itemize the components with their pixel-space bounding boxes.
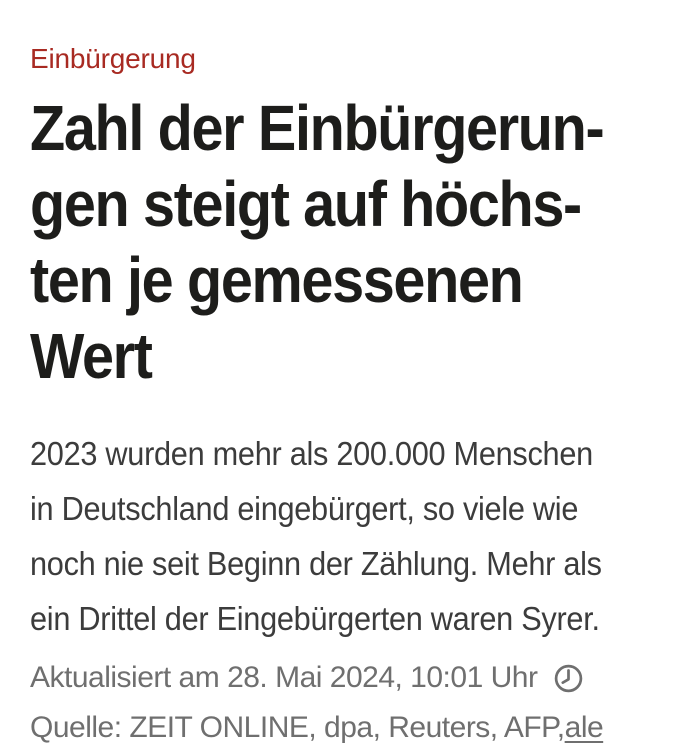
clock-icon: [553, 663, 584, 694]
headline-line: ten je gemessenen: [30, 244, 523, 316]
subtitle-line: noch nie seit Beginn der Zählung. Mehr als: [30, 545, 602, 582]
author-link[interactable]: ale: [564, 711, 604, 744]
article-meta: [30, 658, 672, 748]
kicker-link[interactable]: Einbürgerung: [30, 43, 196, 74]
article-subtitle: [30, 426, 672, 646]
headline-line: Zahl der Einbürgerun-: [30, 92, 604, 164]
source-text: Quelle: ZEIT ONLINE, dpa, Reuters, AFP,: [30, 711, 565, 744]
source-row: [30, 708, 672, 748]
article-headline: [30, 90, 672, 394]
headline-line: Wert: [30, 320, 152, 392]
subtitle-line: ein Drittel der Eingebürgerten waren Syrer.: [30, 600, 600, 637]
headline-line: gen steigt auf höchs-: [30, 168, 581, 240]
updated-timestamp: Aktualisiert am 28. Mai 2024, 10:01 Uhr: [30, 661, 538, 694]
subtitle-line: 2023 wurden mehr als 200.000 Menschen: [30, 435, 593, 472]
updated-row: [30, 658, 672, 698]
subtitle-line: in Deutschland eingebürgert, so viele wie: [30, 490, 579, 527]
